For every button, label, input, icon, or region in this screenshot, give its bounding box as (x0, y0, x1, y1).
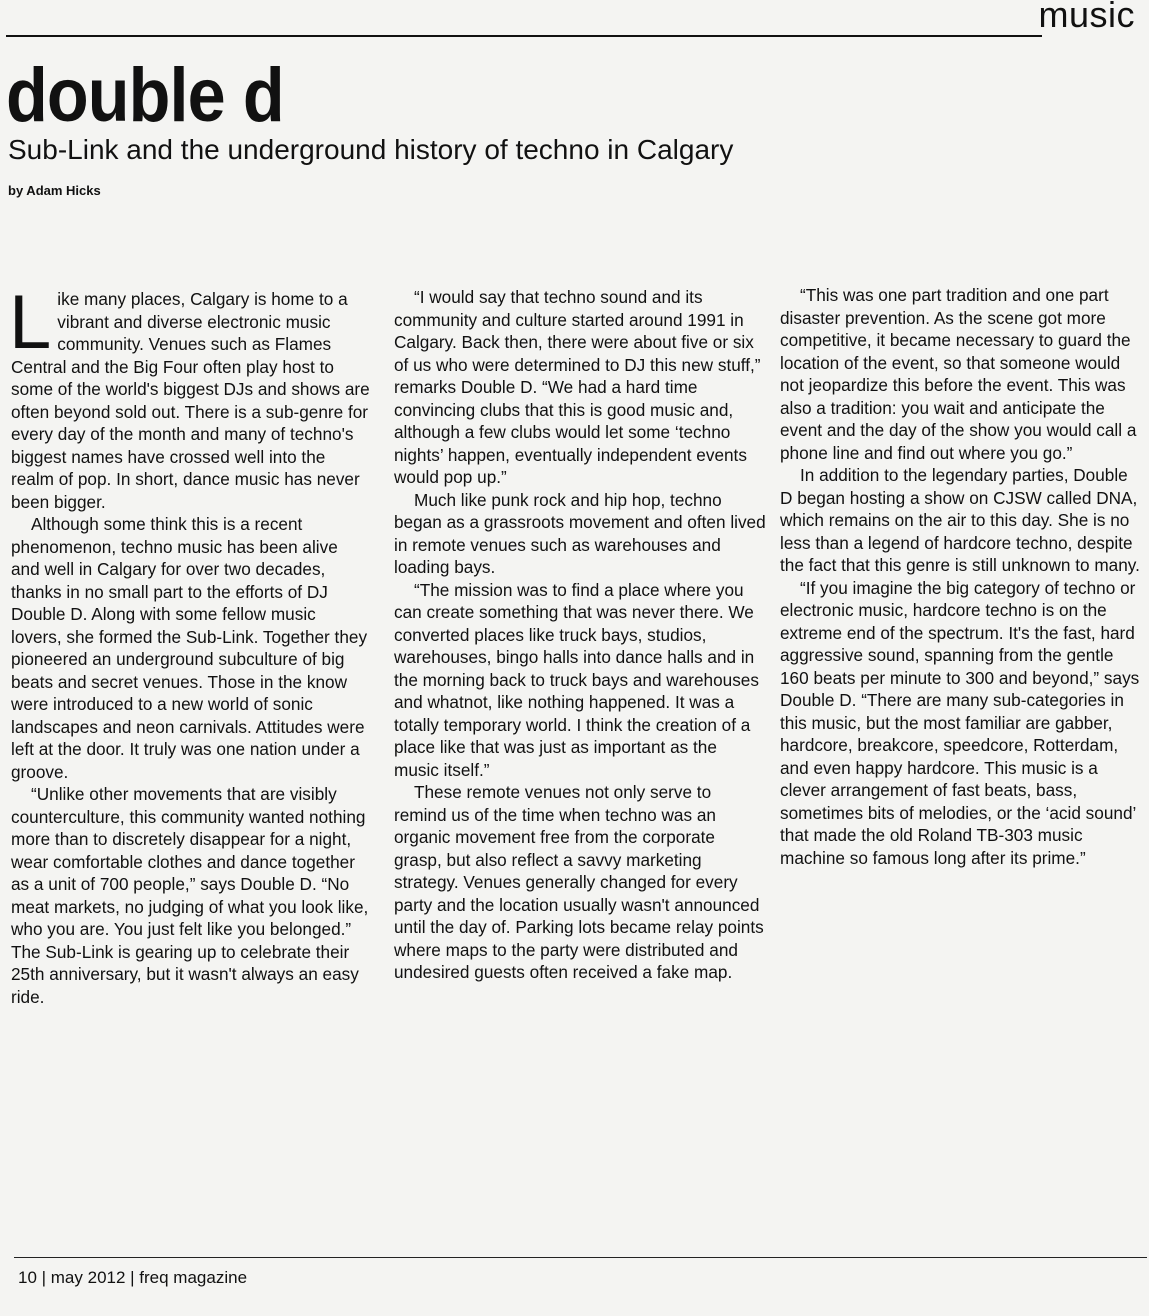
article-column-3 (780, 284, 1142, 869)
paragraph: “This was one part tradition and one part disaster prevention. As the scene got more competitive, it became necessary to guard the location of the event, so that someone would not jeopardize this before the event. This was also a tradition: you wait and anticipate the event and the day of the show you would call a phone line and find out where you go.” (780, 285, 1137, 463)
article-subheadline: Sub-Link and the underground history of techno in Calgary (8, 134, 734, 165)
paragraph: “If you imagine the big category of techno or electronic music, hardcore techno is on the extreme end of the spectrum. It's the fast, hard aggressive sound, spanning from the gentle 160 beats per minute to 300 and beyond,” says Double D. “There are many sub-categories in this music, but the most familiar are gabber, hardcore, breakcore, speedcore, Rotterdam, and even happy hardcore. This music is a clever arrangement of fast beats, bass, sometimes bits of melodies, or the ‘acid sound’ that made the old Roland TB-303 music machine so famous long after its prime.” (780, 577, 1140, 868)
paragraph: Although some think this is a recent phenomenon, techno music has been alive and well in Calgary for over two decades, thanks in no small part to the efforts of DJ Double D. Along with some fellow music lovers, she formed the Sub-Link. Together they pioneered an underground subculture of big beats and secret venues. Those in the know were introduced to a new world of sonic landscapes and neon carnivals. Attitudes were left at the door. It truly was one nation under a groove. (11, 514, 368, 782)
drop-cap: L (9, 280, 52, 365)
footer-rule (14, 1257, 1147, 1258)
paragraph: Like many places, Calgary is home to a vibrant and diverse electronic music community. Venues such as Flames Central and the Big Four often play host to some of the world's biggest DJs and shows are often beyond sold out. There is a sub-genre for every day of the month and many of techno's biggest names have crossed well into the realm of pop. In short, dance music has never been bigger. (9, 280, 370, 512)
paragraph: “Unlike other movements that are visibly counterculture, this community wanted nothing more than to discretely disappear for a night, wear comfortable clothes and dance together as a unit of 700 people,” says Double D. “No meat markets, no judging of what you look like, who you are. You just felt like you belonged.” The Sub-Link is gearing up to celebrate their 25th anniversary, but it wasn't always an easy ride. (11, 784, 369, 1007)
page-footer: 10 | may 2012 | freq magazine (18, 1268, 248, 1287)
paragraph: “I would say that techno sound and its community and culture started around 1991 in Calgary. Back then, there were about five or six of us who were determined to DJ this new stuff,” remarks Double D. “We had a hard time convincing clubs that this is good music and, although a few clubs would let some ‘techno nights’ happen, eventually independent events would pop up.” (394, 287, 761, 487)
paragraph: These remote venues not only serve to remind us of the time when techno was an organic movement free from the corporate grasp, but also reflect a savvy marketing strategy. Venues generally changed for every party and the location usually wasn't announced until the day of. Parking lots became relay points where maps to the party were distributed and undesired guests often received a fake map. (394, 782, 764, 982)
paragraph: In addition to the legendary parties, Double D began hosting a show on CJSW called DNA, which remains on the air to this day. She is no less than a legend of hardcore techno, despite the fact that this genre is still unknown to many. (780, 465, 1140, 575)
paragraph: “The mission was to find a place where you can create something that was never there. We converted places like truck bays, studios, warehouses, bingo halls into dance halls and in the morning back to truck bays and warehouses and whatnot, like nothing happened. It was a totally temporary world. I think the creation of a place like that was just as important as the music itself.” (394, 579, 759, 780)
section-label: music (1038, 0, 1135, 35)
article-column-1 (9, 280, 371, 1008)
article-byline: by Adam Hicks (8, 183, 101, 198)
header-rule (6, 35, 1042, 37)
paragraph: Much like punk rock and hip hop, techno began as a grassroots movement and often lived in remote venues such as warehouses and loading bays. (394, 489, 766, 577)
article-column-2 (394, 286, 766, 984)
article-headline: double d (6, 53, 284, 138)
